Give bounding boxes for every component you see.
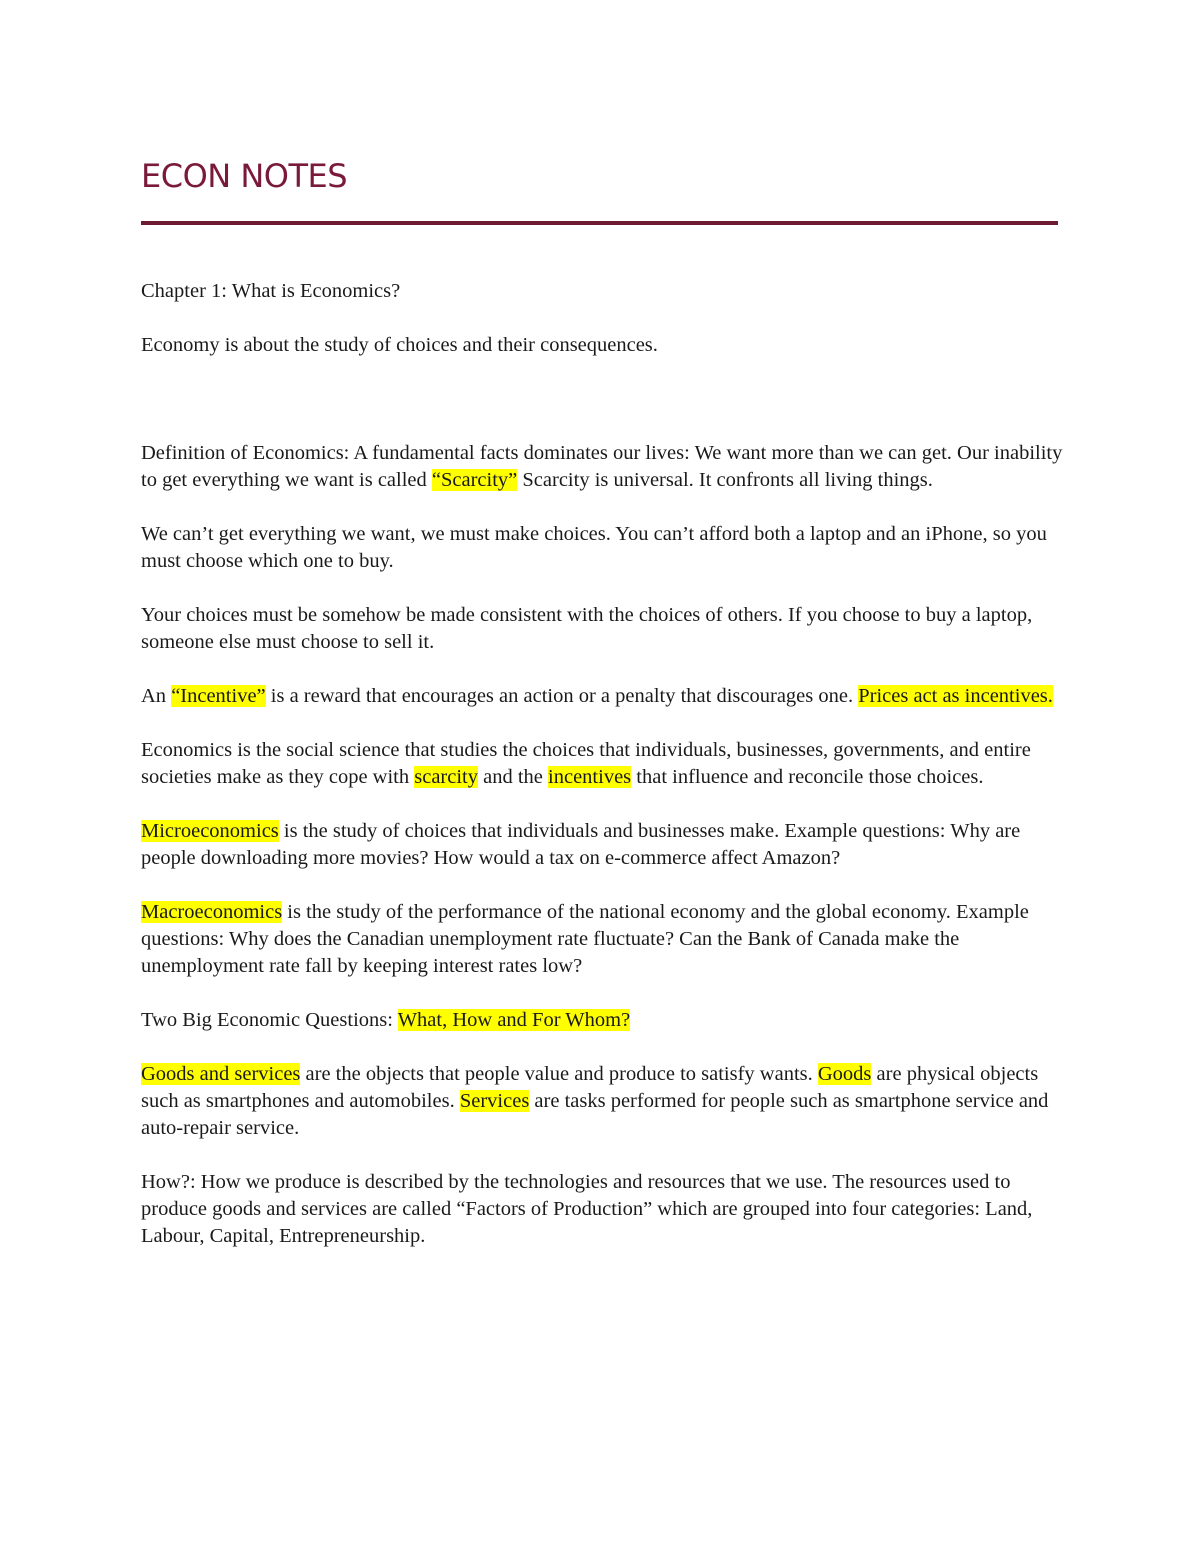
consistency-paragraph: Your choices must be somehow be made consistent with the choices of others. If you choose to buy a laptop, someone else must choose to sell it.: [141, 604, 1033, 653]
micro-paragraph: [141, 818, 1066, 872]
intro-paragraph: Economy is about the study of choices and their consequences.: [141, 334, 658, 356]
definition-paragraph: [141, 440, 1066, 494]
highlight-microeconomics: Microeconomics: [141, 820, 279, 842]
goods-services-paragraph: [141, 1061, 1066, 1142]
macro-text: is the study of the performance of the national economy and the global economy. Example questions: Why does the Canadian unemployment rate fluctuate? Can the Bank of Canada make the unemployment rate fall by keeping interest rates low?: [141, 901, 1029, 977]
highlight-goods-and-services: Goods and services: [141, 1063, 301, 1085]
title-divider: [141, 221, 1058, 225]
highlight-macroeconomics: Macroeconomics: [141, 901, 283, 923]
highlight-services: Services: [459, 1090, 530, 1112]
goods-services-text2: are physical objects such as smartphones and automobiles.: [141, 1063, 1039, 1112]
goods-services-text1: are the objects that people value and produce to satisfy wants.: [300, 1063, 818, 1085]
document-body: [141, 278, 1066, 1250]
two-questions-text: Two Big Economic Questions:: [141, 1009, 398, 1031]
social-science-middle: and the: [478, 766, 549, 788]
goods-services-text3: are tasks performed for people such as smartphone service and auto-repair service.: [141, 1090, 1049, 1139]
social-science-end: that influence and reconcile those choices.: [631, 766, 984, 788]
macro-paragraph: [141, 899, 1066, 980]
how-paragraph: How?: How we produce is described by the technologies and resources that we use. The resources used to produce goods and services are called “Factors of Production” which are grouped into four categories: Land, Labour, Capital, Entrepreneurship.: [141, 1171, 1033, 1247]
chapter-heading: Chapter 1: What is Economics?: [141, 280, 401, 302]
incentive-text: An: [141, 685, 172, 707]
highlight-what-how-whom: What, How and For Whom?: [397, 1009, 631, 1031]
social-science-text: Economics is the social science that studies the choices that individuals, businesses, governments, and entire societies make as they cope with: [141, 739, 1031, 788]
incentive-paragraph: [141, 683, 1066, 710]
highlight-incentives: incentives: [548, 766, 632, 788]
choices-paragraph: We can’t get everything we want, we must make choices. You can’t afford both a laptop and an iPhone, so you must choose which one to buy.: [141, 523, 1047, 572]
highlight-incentive: “Incentive”: [171, 685, 266, 707]
incentive-text-middle: is a reward that encourages an action or a penalty that discourages one.: [265, 685, 859, 707]
micro-text: is the study of choices that individuals and businesses make. Example questions: Why are people downloading more movies? How would a tax on e-commerce affect Amazon?: [141, 820, 1021, 869]
highlight-goods: Goods: [817, 1063, 872, 1085]
document-title: ECON NOTES: [141, 157, 348, 195]
definition-text: Definition of Economics: A fundamental facts dominates our lives: We want more than we can get. Our inability to get everything we want is called: [141, 442, 1063, 491]
highlight-prices: Prices act as incentives.: [858, 685, 1053, 707]
highlight-scarcity-lower: scarcity: [414, 766, 478, 788]
highlight-scarcity: “Scarcity”: [431, 469, 518, 491]
two-questions-paragraph: [141, 1007, 1066, 1034]
definition-text-end: Scarcity is universal. It confronts all living things.: [517, 469, 933, 491]
social-science-paragraph: [141, 737, 1066, 791]
